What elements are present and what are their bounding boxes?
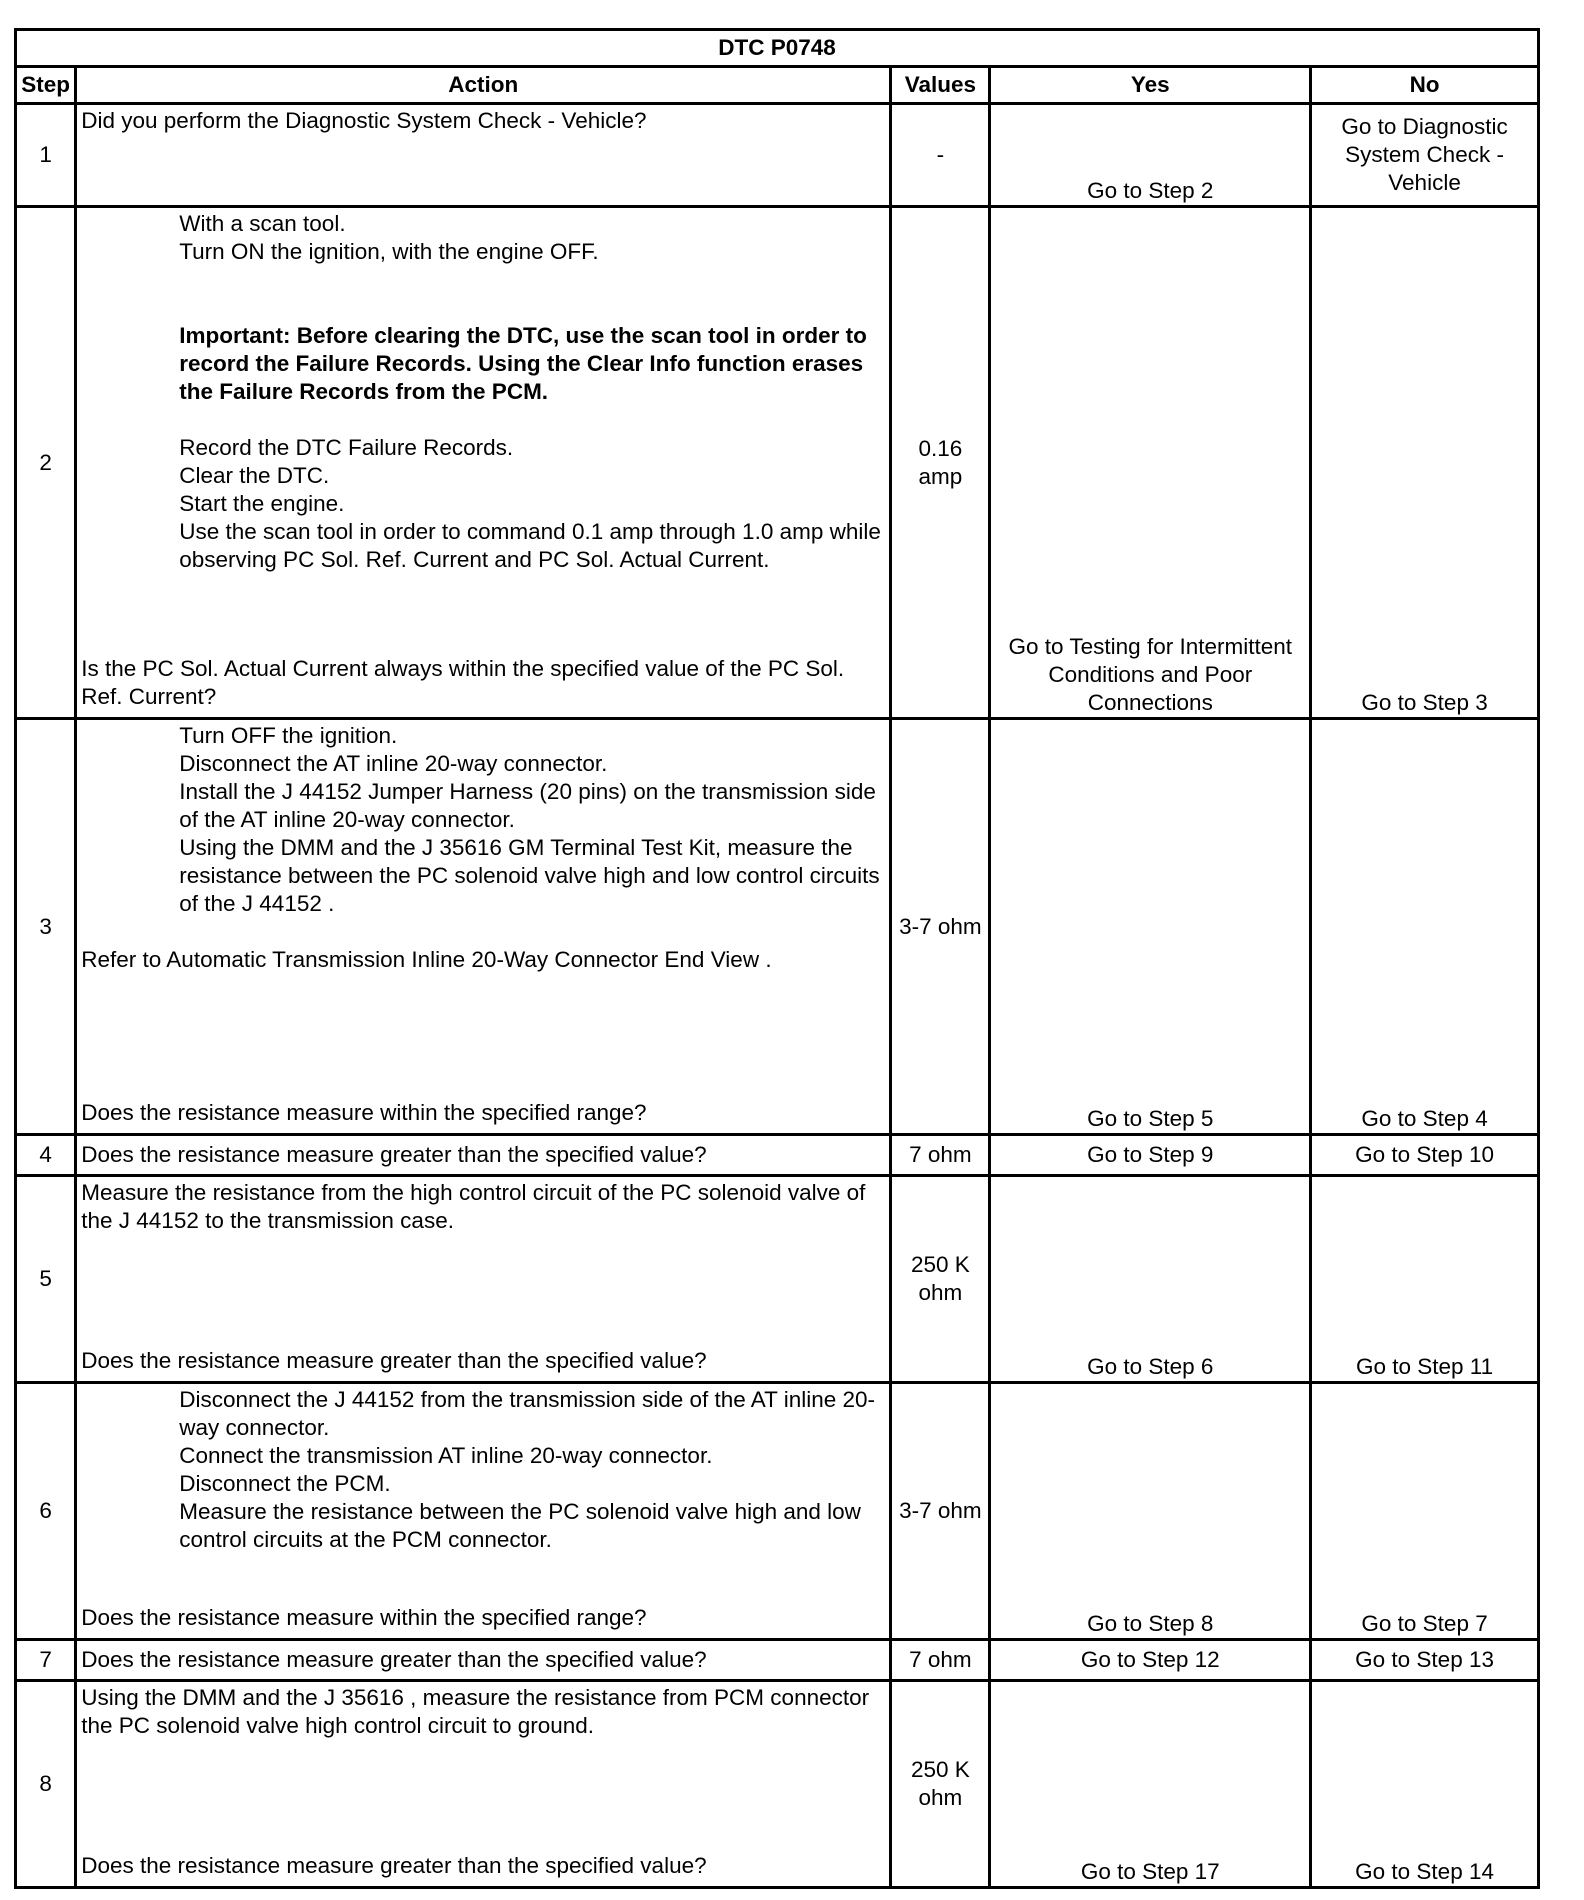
action-cell bbox=[76, 104, 891, 207]
action-text: Disconnect the PCM. bbox=[179, 1471, 391, 1496]
action-question: Does the resistance measure within the specified range? bbox=[81, 1100, 647, 1125]
action-reference: Refer to Automatic Transmission Inline 20-Way Connector End View . bbox=[81, 947, 772, 972]
no-cell: Go to Diagnostic System Check - Vehicle bbox=[1311, 104, 1539, 207]
action-text: Measure the resistance between the PC solenoid valve high and low control circuits at the PCM connector. bbox=[179, 1499, 861, 1552]
header-yes: Yes bbox=[990, 67, 1311, 104]
table-title: DTC P0748 bbox=[16, 30, 1539, 67]
step-number: 8 bbox=[16, 1681, 76, 1888]
yes-cell: Go to Step 9 bbox=[990, 1135, 1311, 1176]
table-row bbox=[16, 1176, 1539, 1383]
action-cell bbox=[76, 1383, 891, 1640]
action-text: Disconnect the J 44152 from the transmission side of the AT inline 20-way connector. bbox=[179, 1387, 876, 1440]
step-number: 5 bbox=[16, 1176, 76, 1383]
table-row bbox=[16, 207, 1539, 719]
action-text: Clear the DTC. bbox=[179, 463, 330, 488]
value-cell: 7 ohm bbox=[891, 1135, 990, 1176]
value-cell: 3-7 ohm bbox=[891, 1383, 990, 1640]
action-text: Start the engine. bbox=[179, 491, 345, 516]
action-text: Did you perform the Diagnostic System Check - Vehicle? bbox=[81, 108, 647, 133]
step-number: 1 bbox=[16, 104, 76, 207]
action-text: Turn OFF the ignition. bbox=[179, 723, 398, 748]
step-number: 4 bbox=[16, 1135, 76, 1176]
action-question: Is the PC Sol. Actual Current always within the specified value of the PC Sol. Ref. Current? bbox=[81, 656, 845, 709]
no-cell: Go to Step 7 bbox=[1311, 1383, 1539, 1640]
action-text: Record the DTC Failure Records. bbox=[179, 435, 514, 460]
value-cell: 0.16 amp bbox=[891, 207, 990, 719]
value-cell: 250 K ohm bbox=[891, 1681, 990, 1888]
yes-cell: Go to Step 17 bbox=[990, 1681, 1311, 1888]
table-row bbox=[16, 1135, 1539, 1176]
action-question: Does the resistance measure greater than the specified value? bbox=[81, 1853, 707, 1878]
no-cell: Go to Step 11 bbox=[1311, 1176, 1539, 1383]
header-no: No bbox=[1311, 67, 1539, 104]
table-row bbox=[16, 104, 1539, 207]
no-cell: Go to Step 10 bbox=[1311, 1135, 1539, 1176]
table-row bbox=[16, 1383, 1539, 1640]
action-text: Disconnect the AT inline 20-way connector. bbox=[179, 751, 608, 776]
step-number: 3 bbox=[16, 719, 76, 1135]
header-values: Values bbox=[891, 67, 990, 104]
yes-cell: Go to Step 8 bbox=[990, 1383, 1311, 1640]
action-cell bbox=[76, 1681, 891, 1888]
no-cell: Go to Step 13 bbox=[1311, 1640, 1539, 1681]
yes-cell: Go to Step 12 bbox=[990, 1640, 1311, 1681]
step-number: 6 bbox=[16, 1383, 76, 1640]
action-question: Does the resistance measure within the specified range? bbox=[81, 1605, 647, 1630]
action-cell bbox=[76, 207, 891, 719]
action-text: Use the scan tool in order to command 0.1 amp through 1.0 amp while observing PC Sol. Ref. Current and PC Sol. Actual Current. bbox=[179, 519, 881, 572]
yes-cell: Go to Step 5 bbox=[990, 719, 1311, 1135]
no-cell: Go to Step 4 bbox=[1311, 719, 1539, 1135]
header-row bbox=[16, 67, 1539, 104]
action-text: Does the resistance measure greater than the specified value? bbox=[76, 1640, 891, 1681]
table-row bbox=[16, 719, 1539, 1135]
title-row bbox=[16, 30, 1539, 67]
action-cell bbox=[76, 1176, 891, 1383]
action-text: Turn ON the ignition, with the engine OFF. bbox=[179, 239, 599, 264]
action-text: Install the J 44152 Jumper Harness (20 pins) on the transmission side of the AT inline 20-way connector. bbox=[179, 779, 876, 832]
value-cell: - bbox=[891, 104, 990, 207]
table-row bbox=[16, 1681, 1539, 1888]
action-cell bbox=[76, 719, 891, 1135]
action-text: Measure the resistance from the high control circuit of the PC solenoid valve of the J 44152 to the transmission case. bbox=[81, 1180, 866, 1233]
important-note: Important: Before clearing the DTC, use the scan tool in order to record the Failure Records. Using the Clear Info function erases the Failure Records from the PCM. bbox=[179, 323, 867, 404]
no-cell: Go to Step 3 bbox=[1311, 207, 1539, 719]
value-cell: 250 K ohm bbox=[891, 1176, 990, 1383]
action-text: Using the DMM and the J 35616 GM Terminal Test Kit, measure the resistance between the PC solenoid valve high and low control circuits of the J 44152 . bbox=[179, 835, 880, 916]
action-text: Does the resistance measure greater than the specified value? bbox=[76, 1135, 891, 1176]
header-action: Action bbox=[76, 67, 891, 104]
yes-cell: Go to Step 2 bbox=[990, 104, 1311, 207]
table-row bbox=[16, 1640, 1539, 1681]
action-question: Does the resistance measure greater than the specified value? bbox=[81, 1348, 707, 1373]
step-number: 7 bbox=[16, 1640, 76, 1681]
action-text: With a scan tool. bbox=[179, 211, 346, 236]
dtc-table bbox=[14, 28, 1540, 1889]
header-step: Step bbox=[16, 67, 76, 104]
no-cell: Go to Step 14 bbox=[1311, 1681, 1539, 1888]
step-number: 2 bbox=[16, 207, 76, 719]
action-text: Connect the transmission AT inline 20-way connector. bbox=[179, 1443, 713, 1468]
yes-cell: Go to Testing for Intermittent Conditions and Poor Connections bbox=[990, 207, 1311, 719]
yes-cell: Go to Step 6 bbox=[990, 1176, 1311, 1383]
action-text: Using the DMM and the J 35616 , measure the resistance from PCM connector the PC solenoid valve high control circuit to ground. bbox=[81, 1685, 870, 1738]
value-cell: 3-7 ohm bbox=[891, 719, 990, 1135]
value-cell: 7 ohm bbox=[891, 1640, 990, 1681]
